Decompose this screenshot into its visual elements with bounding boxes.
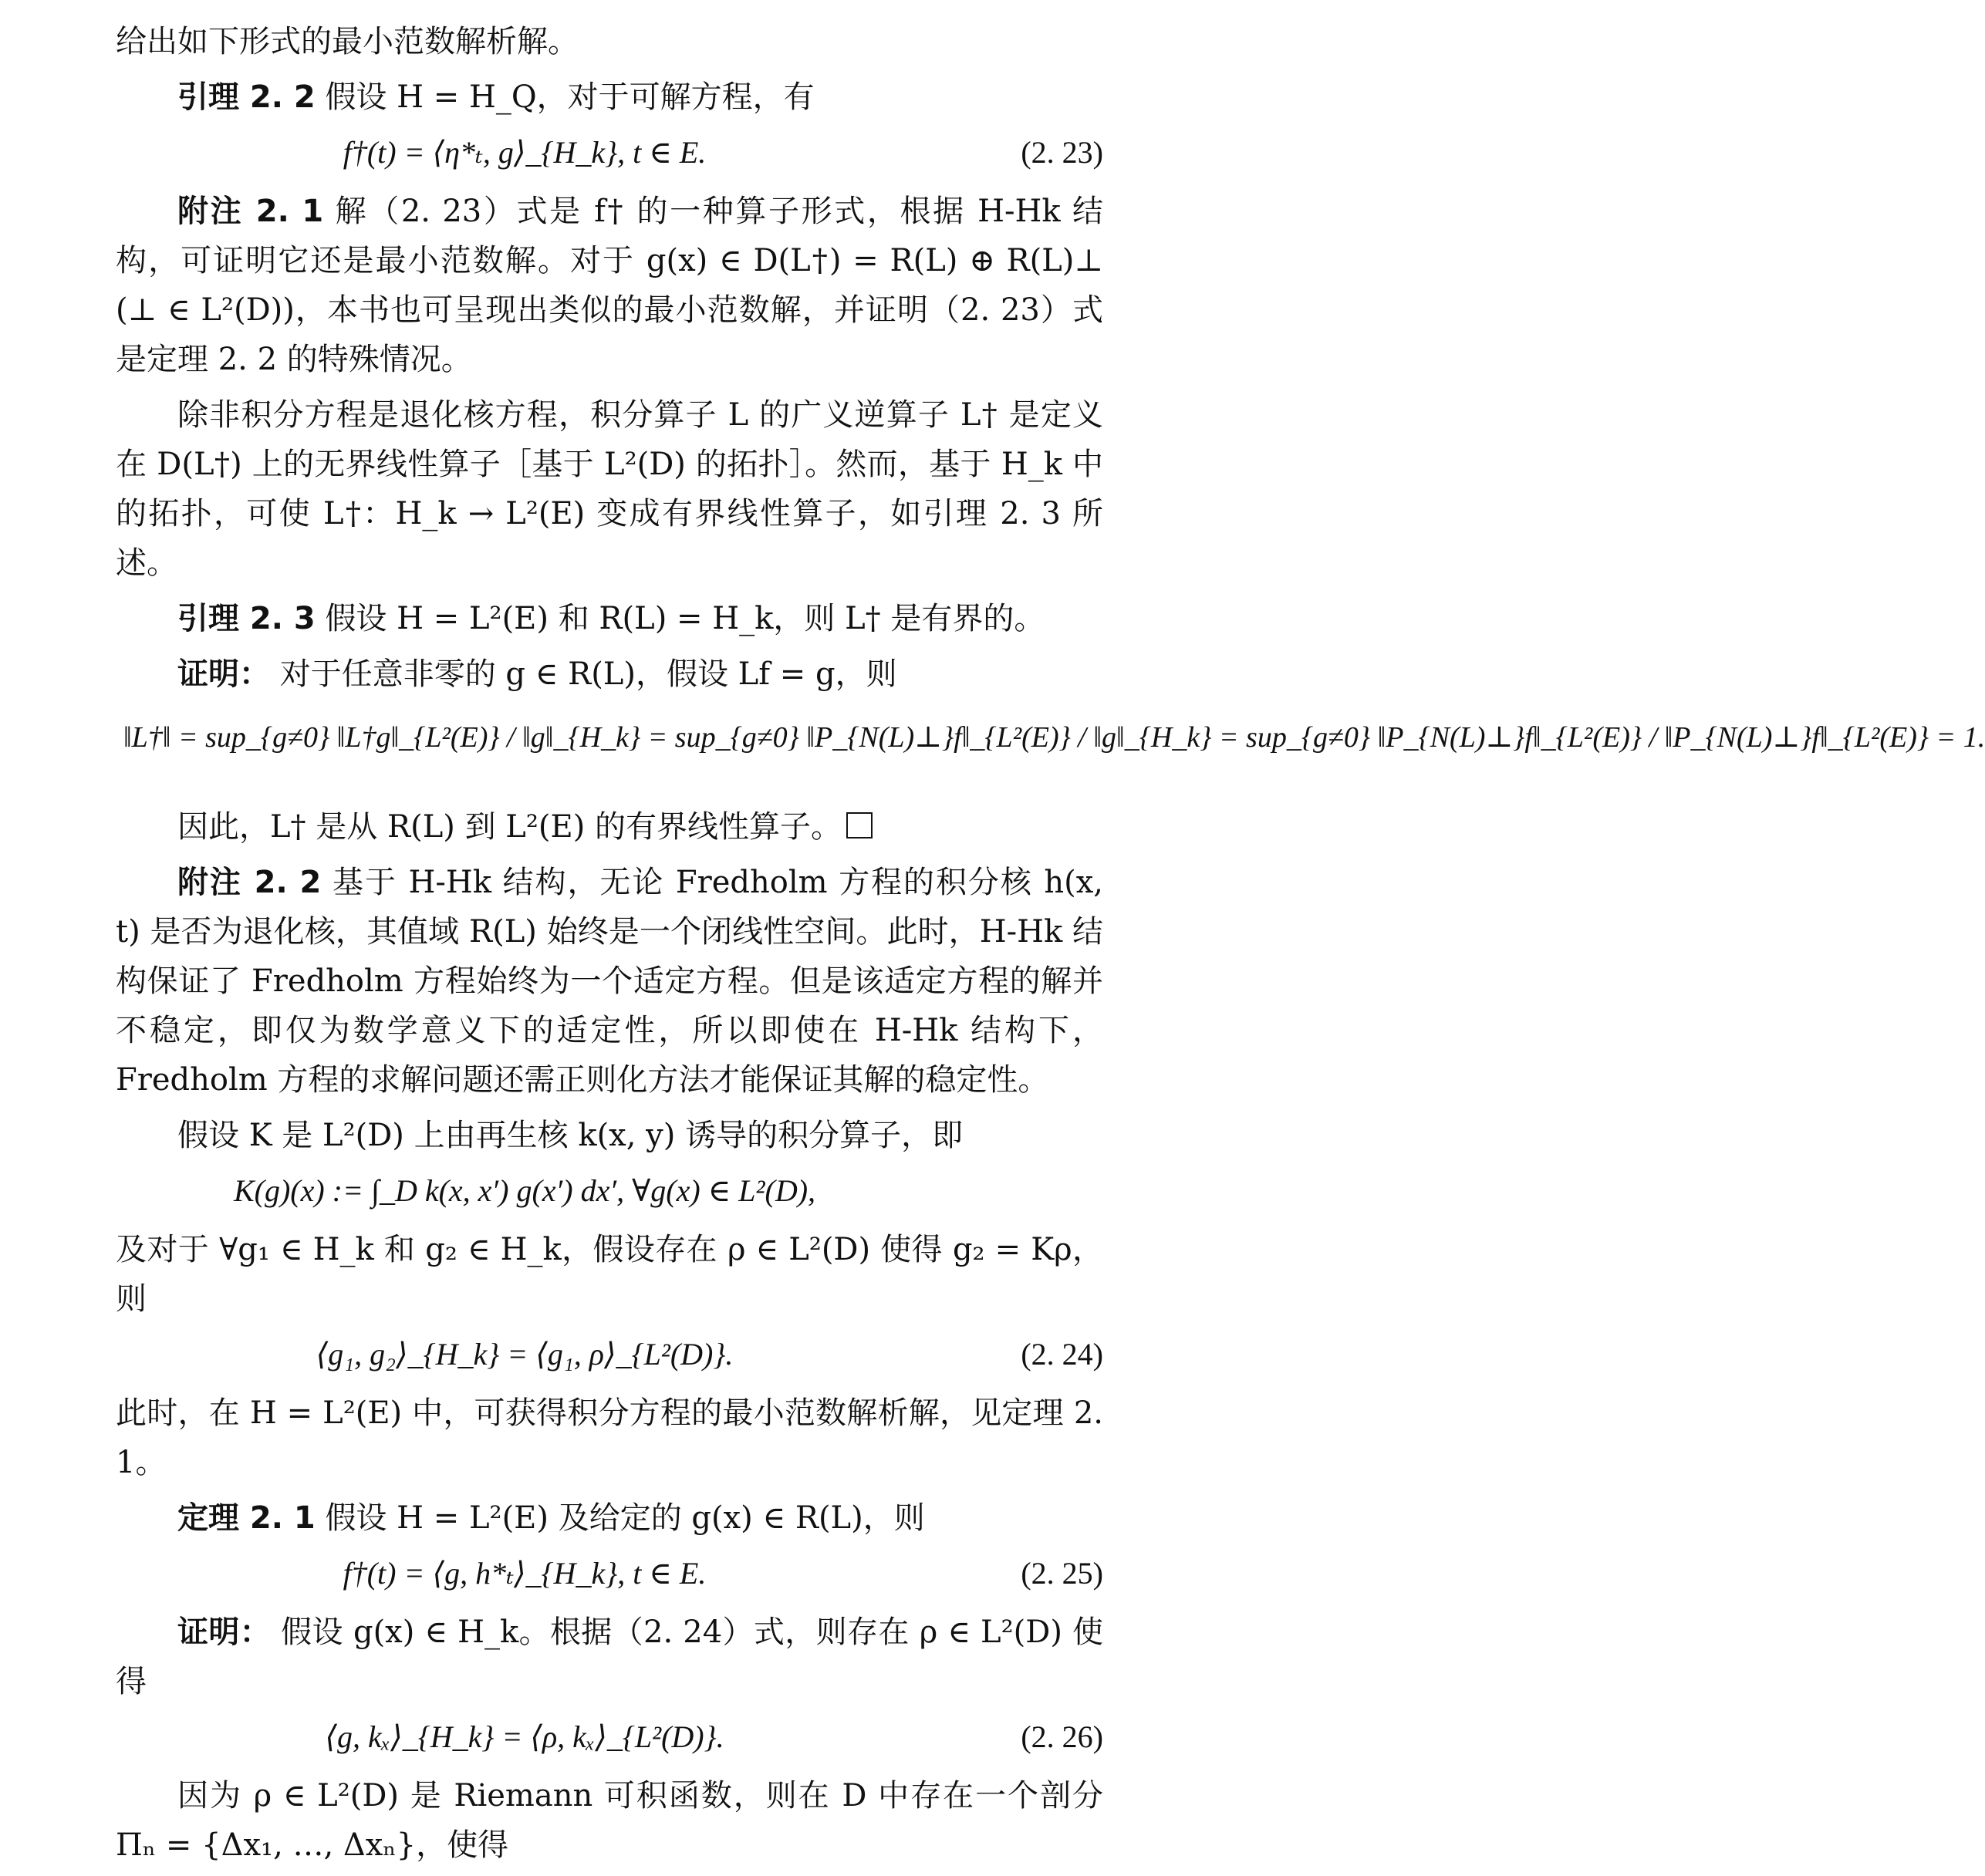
lemma-2-2	[116, 73, 1103, 122]
paragraph-operator-K: 假设 K 是 L²(D) 上由再生核 k(x, y) 诱导的积分算子，即	[177, 1118, 964, 1153]
equation-2-24	[116, 1330, 1103, 1382]
lemma-2-2-label: 引理 2. 2	[177, 79, 316, 115]
proof-1-conclusion	[116, 802, 1103, 852]
lemma-2-3	[116, 594, 1103, 643]
equation-K-body: K(g)(x) := ∫_D k(x, x′) g(x′) dx′, ∀g(x) ∈ L²(D),	[233, 1173, 816, 1208]
lemma-2-3-text: 假设 H = L²(E) 和 R(L) = H_k，则 L† 是有界的。	[325, 601, 1045, 636]
theorem-2-1	[116, 1493, 1103, 1543]
equation-2-26-number: (2. 26)	[1021, 1719, 1103, 1754]
proof-2-text: 假设 g(x) ∈ H_k。根据（2. 24）式，则存在 ρ ∈ L²(D) 使得	[116, 1615, 1104, 1699]
equation-2-25-body: f†(t) = ⟨g, h*ₜ⟩_{H_k}, t ∈ E.	[343, 1556, 707, 1591]
qed-box-icon	[846, 812, 873, 838]
document-page	[116, 17, 1985, 1876]
equation-2-23	[116, 128, 1103, 181]
proof-1-label: 证明：	[177, 656, 270, 692]
proof-1	[116, 650, 1103, 699]
paragraph-riemann: 因为 ρ ∈ L²(D) 是 Riemann 可积函数，则在 D 中存在一个剖分 Πₙ = {Δx₁, …, Δxₙ}，使得	[116, 1778, 1103, 1863]
lemma-2-3-label: 引理 2. 3	[177, 601, 316, 636]
equation-2-25-number: (2. 25)	[1021, 1556, 1103, 1591]
proof-2-label: 证明：	[177, 1615, 272, 1650]
equation-2-25	[116, 1549, 1103, 1601]
paragraph-intro: 给出如下形式的最小范数解析解。	[116, 24, 579, 59]
theorem-2-1-text: 假设 H = L²(E) 及给定的 g(x) ∈ R(L)，则	[325, 1500, 925, 1536]
equation-2-24-number: (2. 24)	[1021, 1337, 1103, 1372]
lemma-2-2-text: 假设 H = H_Q，对于可解方程，有	[325, 79, 815, 115]
norm-equation	[116, 705, 1985, 798]
note-2-2-text: 基于 H-Hk 结构，无论 Fredholm 方程的积分核 h(x, t) 是否为退化核，其值域 R(L) 始终是一个闭线性空间。此时，H-Hk 结构保证了 Fredholm 方程始终为一个适定方程。但是该适定方程的解并不稳定，即仅为数学意义下的适定性，所以即使在 H-Hk 结构下，Fredholm 方程的求解问题还需正则化方法才能保证其解的稳定性。	[116, 865, 1104, 1098]
proof-2	[116, 1608, 1103, 1706]
equation-2-26-body: ⟨g, kₓ⟩_{H_k} = ⟨ρ, kₓ⟩_{L²(D)}.	[325, 1719, 724, 1754]
equation-2-26	[116, 1712, 1103, 1765]
paragraph-min-norm: 此时，在 H = L²(E) 中，可获得积分方程的最小范数解析解，见定理 2. 1。	[116, 1395, 1103, 1480]
note-2-1-text: 解（2. 23）式是 f† 的一种算子形式，根据 H-Hk 结构，可证明它还是最小范数解。对于 g(x) ∈ D(L†) = R(L) ⊕ R(L)⊥ (⊥ ∈ L²(D))，本书也可呈现出类似的最小范数解，并证明（2. 23）式是定理 2. 2 的特殊情况。	[116, 194, 1103, 377]
equation-2-23-number: (2. 23)	[1021, 135, 1103, 170]
note-2-1-label: 附注 2. 1	[177, 194, 324, 229]
paragraph-unbounded-operator: 除非积分方程是退化核方程，积分算子 L 的广义逆算子 L† 是定义在 D(L†) 上的无界线性算子［基于 L²(D) 的拓扑］。然而，基于 H_k 中的拓扑，可使 L†：H_k → L²(E) 变成有界线性算子，如引理 2. 3 所述。	[116, 397, 1103, 581]
equation-2-24-body: ⟨g₁, g₂⟩_{H_k} = ⟨g₁, ρ⟩_{L²(D)}.	[316, 1337, 734, 1372]
proof-1-conclusion-text: 因此，L† 是从 R(L) 到 L²(E) 的有界线性算子。	[177, 809, 842, 845]
equation-K	[116, 1166, 1103, 1219]
theorem-2-1-label: 定理 2. 1	[177, 1500, 316, 1536]
equation-2-23-body: f†(t) = ⟨η*ₜ, g⟩_{H_k}, t ∈ E.	[343, 135, 707, 170]
paragraph-inner-product: 及对于 ∀g₁ ∈ H_k 和 g₂ ∈ H_k，假设存在 ρ ∈ L²(D) 使得 g₂ = Kρ，则	[116, 1232, 1103, 1317]
note-2-2	[116, 858, 1103, 1105]
norm-equation-body: ‖L†‖ = sup_{g≠0} ‖L†g‖_{L²(E)} / ‖g‖_{H_k} = sup_{g≠0} ‖P_{N(L)⊥}f‖_{L²(E)} / ‖g‖_{H_k} = sup_{g≠0} ‖P_{N(L)⊥}f‖_{L²(E)} / ‖P_{N(L)⊥}f‖_{L²(E)} = 1.	[123, 721, 1985, 754]
proof-1-text: 对于任意非零的 g ∈ R(L)，假设 Lf = g，则	[279, 656, 897, 692]
note-2-2-label: 附注 2. 2	[177, 865, 322, 900]
note-2-1	[116, 187, 1103, 384]
